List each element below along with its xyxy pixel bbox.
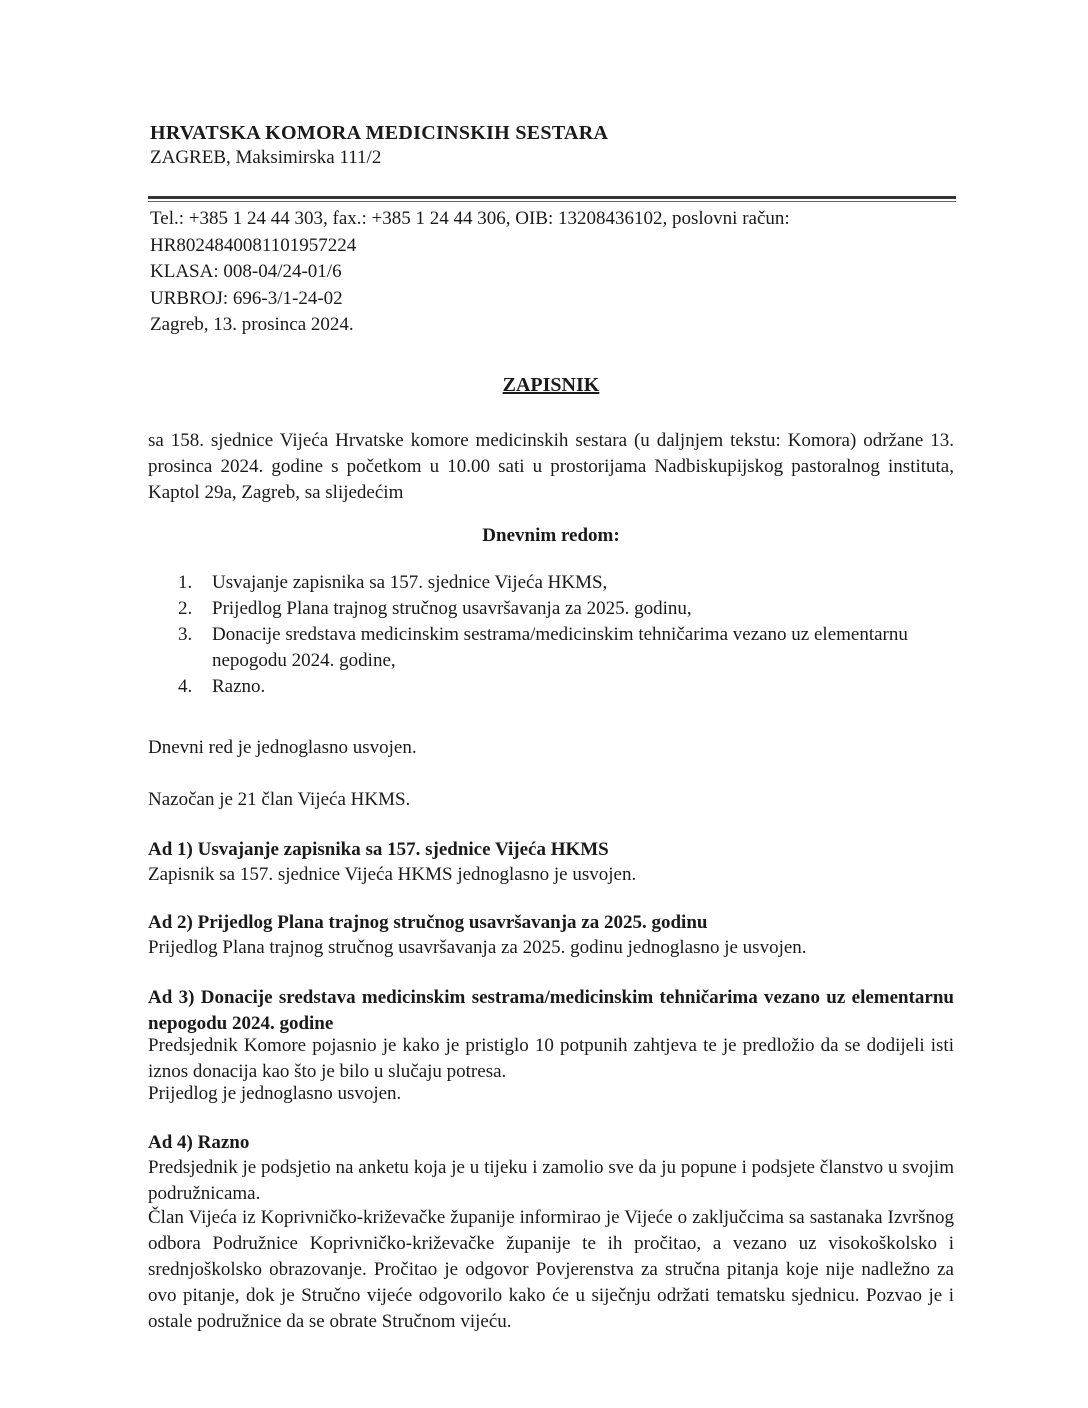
- contact-line: Tel.: +385 1 24 44 303, fax.: +385 1 24 44 306, OIB: 13208436102, poslovni račun:: [150, 208, 790, 229]
- header-divider: [148, 196, 956, 199]
- agenda-item: [178, 622, 918, 674]
- klasa: KLASA: 008-04/24-01/6: [150, 261, 342, 282]
- agenda-item-text: Donacije sredstava medicinskim sestrama/medicinskim tehničarima vezano uz elementarnu nepogodu 2024. godine,: [212, 624, 908, 671]
- ad3-text: Predsjednik Komore pojasnio je kako je pristiglo 10 potpunih zahtjeva te je predložio da se dodijeli isti iznos donacija kao što je bilo u slučaju potresa.: [148, 1035, 954, 1082]
- agenda-item: [178, 674, 918, 700]
- organization-name: HRVATSKA KOMORA MEDICINSKIH SESTARA: [150, 122, 609, 144]
- agenda-item-text: Prijedlog Plana trajnog stručnog usavršavanja za 2025. godinu,: [212, 598, 692, 619]
- agenda-item-number: 1.: [178, 572, 193, 593]
- document-title: ZAPISNIK: [502, 374, 600, 396]
- agenda-title: Dnevnim redom:: [482, 525, 620, 546]
- organization-address: ZAGREB, Maksimirska 111/2: [150, 147, 382, 168]
- agenda-list: [178, 570, 918, 700]
- agenda-item-text: Usvajanje zapisnika sa 157. sjednice Vijeća HKMS,: [212, 572, 608, 593]
- urbroj: URBROJ: 696-3/1-24-02: [150, 287, 343, 309]
- agenda-item: [178, 596, 918, 622]
- header-divider-thin: [148, 201, 956, 202]
- agenda-item: [178, 570, 918, 596]
- ad3-heading: Ad 3) Donacije sredstava medicinskim sestrama/medicinskim tehničarima vezano uz elementarnu nepogodu 2024. godine: [148, 987, 954, 1034]
- attendance: Nazočan je 21 član Vijeća HKMS.: [148, 789, 411, 810]
- agenda-item-number: 2.: [178, 598, 193, 619]
- ad2-heading: Ad 2) Prijedlog Plana trajnog stručnog usavršavanja za 2025. godinu: [148, 912, 708, 933]
- ad3-result: Prijedlog je jednoglasno usvojen.: [148, 1083, 402, 1104]
- agenda-item-text: Razno.: [212, 676, 266, 697]
- intro-paragraph: sa 158. sjednice Vijeća Hrvatske komore medicinskih sestara (u daljnjem tekstu: Komora) održane 13. prosinca 2024. godine s početkom u 10.00 sati u prostorijama Nadbiskupijskog pastoralnog instituta, Kaptol 29a, Zagreb, sa slijedećim: [148, 430, 954, 503]
- agenda-item-number: 3.: [178, 624, 193, 645]
- document-date: Zagreb, 13. prosinca 2024.: [150, 314, 354, 335]
- ad1-text: Zapisnik sa 157. sjednice Vijeća HKMS jednoglasno je usvojen.: [148, 864, 637, 885]
- agenda-item-number: 4.: [178, 676, 193, 697]
- ad1-heading: Ad 1) Usvajanje zapisnika sa 157. sjednice Vijeća HKMS: [148, 839, 609, 860]
- ad2-text: Prijedlog Plana trajnog stručnog usavršavanja za 2025. godinu jednoglasno je usvojen.: [148, 937, 807, 958]
- agenda-adopted: Dnevni red je jednoglasno usvojen.: [148, 737, 417, 758]
- bank-account: HR8024840081101957224: [150, 234, 357, 256]
- ad4-text1: Predsjednik je podsjetio na anketu koja je u tijeku i zamolio sve da ju popune i podsjete članstvo u svojim podružnicama.: [148, 1157, 954, 1204]
- ad4-text2: Član Vijeća iz Koprivničko-križevačke županije informirao je Vijeće o zaključcima sa sastanaka Izvršnog odbora Podružnice Koprivničko-križevačke županije te ih pročitao, a vezano uz visokoškolsko i srednjoškolsko obrazovanje. Pročitao je odgovor Povjerenstva za stručna pitanja koje nije nadležno za ovo pitanje, dok je Stručno vijeće odgovorilo kako će u siječnju održati tematsku sjednicu. Pozvao je i ostale podružnice da se obrate Stručnom vijeću.: [148, 1207, 954, 1332]
- document-meta: [150, 206, 956, 339]
- ad4-heading: Ad 4) Razno: [148, 1132, 250, 1153]
